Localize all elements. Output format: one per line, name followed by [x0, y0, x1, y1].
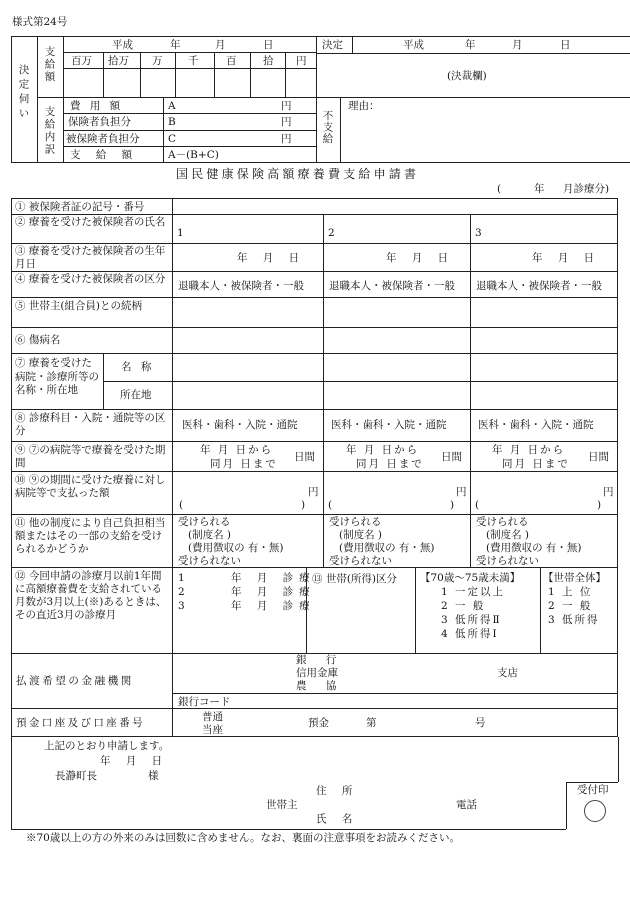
householder-label: 世帯主	[266, 799, 298, 811]
form-number: 様式第24号	[12, 16, 68, 28]
breakdown-code: A	[168, 100, 176, 112]
kessai-ran: (決裁欄)	[447, 70, 487, 82]
system-name: (制度名 )	[486, 529, 530, 541]
label-department: ⑧ 診療科目・入院・通院等の区分	[15, 412, 166, 438]
kettei-era: 平成	[403, 39, 424, 51]
fee-collection[interactable]: (費用徴収の 有・無)	[486, 542, 582, 554]
bank-code-label: 銀行コード	[178, 696, 231, 708]
application-date[interactable]: 年 月 日	[100, 755, 169, 767]
decision-side-title: 決定伺い	[17, 64, 30, 122]
class-option[interactable]: 退職本人・被保険者・一般	[476, 280, 602, 292]
digit-unit: 千	[188, 55, 199, 67]
breakdown-code: B	[168, 116, 176, 128]
digit-unit: 拾万	[108, 55, 129, 67]
paren-close: )	[597, 499, 602, 511]
breakdown-label: 費 用 額	[70, 100, 124, 112]
paren-open: (	[328, 499, 333, 511]
option-no[interactable]: 受けられない	[329, 555, 392, 567]
footer-note: ※70歳以上の方の外来のみは回数に含めません。なお、裏面の注意事項をお読みください。	[26, 832, 460, 844]
label-relationship: ⑤ 世帯主(組合員)との続柄	[15, 300, 143, 312]
breakdown-label: 保険者負担分	[68, 116, 131, 128]
month-entry[interactable]: 年 月 診療	[231, 600, 316, 612]
option-yes[interactable]: 受けられる	[329, 516, 382, 528]
period-to: 同月 日まで	[502, 458, 570, 470]
bank-type[interactable]: 農 協	[296, 680, 345, 692]
class-option[interactable]: 退職本人・被保険者・一般	[329, 280, 455, 292]
go-label: 号	[475, 717, 486, 729]
account-type[interactable]: 当座	[202, 724, 223, 736]
digit-unit: 万	[152, 55, 163, 67]
paren-open: (	[475, 499, 480, 511]
household-class-title: ⑬ 世帯(所得)区分	[312, 573, 398, 585]
person-number: 1	[177, 227, 184, 239]
digit-unit: 百	[226, 55, 237, 67]
birthdate-field[interactable]: 年 月 日	[386, 252, 455, 264]
department-option[interactable]: 医科・歯科・入院・通院	[182, 419, 298, 431]
branch-label: 支店	[497, 667, 518, 679]
dai-label: 第	[366, 717, 377, 729]
label-insured-class: ④ 療養を受けた被保険者の区分	[15, 273, 166, 285]
breakdown-unit: 円	[281, 133, 292, 145]
breakdown-label: 支 給 額	[70, 149, 139, 161]
fee-collection[interactable]: (費用徴収の 有・無)	[188, 542, 284, 554]
period-from: 年 月 日から	[492, 444, 566, 456]
period-from: 年 月 日から	[346, 444, 420, 456]
kettei-day: 日	[560, 39, 571, 51]
department-option[interactable]: 医科・歯科・入院・通院	[331, 419, 447, 431]
breakdown-label: 被保険者負担分	[66, 133, 140, 145]
age-group-option[interactable]: 3 低所得Ⅱ	[441, 614, 502, 626]
period-days: 日間	[588, 451, 609, 463]
paren-close: )	[301, 499, 306, 511]
month-num: 2	[178, 586, 185, 598]
yen-label: 円	[456, 486, 467, 498]
period-open: (	[497, 183, 502, 195]
yen-label: 円	[308, 486, 319, 498]
month-label: 月	[215, 39, 226, 51]
label-period: ⑨ ⑦の病院等で療養を受けた期間	[15, 444, 166, 470]
option-no[interactable]: 受けられない	[476, 555, 539, 567]
period-days: 日間	[294, 451, 315, 463]
age-group-title: 【70歳～75歳未満】	[420, 572, 521, 584]
birthdate-field[interactable]: 年 月 日	[532, 252, 601, 264]
department-option[interactable]: 医科・歯科・入院・通院	[478, 419, 594, 431]
month-num: 1	[178, 572, 185, 584]
form-title: 国民健康保険高額療養費支給申請書	[176, 167, 420, 181]
household-option[interactable]: 3 低所得	[548, 614, 600, 626]
label-insurance-number: ① 被保険者証の記号・番号	[15, 201, 145, 213]
breakdown-unit: 円	[281, 100, 292, 112]
period-to: 同月 日まで	[210, 458, 278, 470]
yokin-label: 預金	[308, 717, 329, 729]
system-name: (制度名 )	[339, 529, 383, 541]
month-num: 3	[178, 600, 185, 612]
digit-unit: 円	[296, 55, 307, 67]
digit-unit: 百万	[71, 55, 92, 67]
paren-close: )	[450, 499, 455, 511]
age-group-option[interactable]: 4 低所得Ⅰ	[441, 628, 499, 640]
address-label: 住 所	[316, 785, 359, 797]
bank-title: 払渡希望の金融機関	[16, 675, 134, 687]
option-yes[interactable]: 受けられる	[178, 516, 231, 528]
household-option[interactable]: 1 上 位	[548, 586, 593, 598]
label-other-system: ⑪ 他の制度により自己負担相当額またはその一部の支給を受けられるかどうか	[15, 517, 166, 556]
yen-label: 円	[603, 486, 614, 498]
month-entry[interactable]: 年 月 診療	[231, 586, 316, 598]
label-hospital-name: 名 称	[121, 361, 155, 373]
fee-collection[interactable]: (費用徴収の 有・無)	[339, 542, 435, 554]
option-yes[interactable]: 受けられる	[476, 516, 529, 528]
stamp-circle-icon	[584, 800, 606, 822]
kettei-year: 年	[465, 39, 476, 51]
month-entry[interactable]: 年 月 診療	[231, 572, 316, 584]
addressee-sama: 様	[148, 770, 159, 782]
household-option[interactable]: 2 一 般	[548, 600, 593, 612]
period-close: 月診療分)	[563, 183, 610, 195]
addressee: 長瀞町長	[55, 770, 97, 782]
age-group-option[interactable]: 2 一 般	[441, 600, 486, 612]
era-label: 平成	[112, 39, 133, 51]
fushikyu-label: 不支給	[321, 110, 334, 145]
paren-open: (	[179, 499, 184, 511]
year-label: 年	[170, 39, 181, 51]
breakdown-code: A－(B+C)	[168, 149, 219, 161]
request-text: 上記のとおり申請します。	[44, 740, 170, 752]
kettei-month: 月	[512, 39, 523, 51]
breakdown-title: 支給内訳	[43, 106, 56, 156]
birthdate-field[interactable]: 年 月 日	[237, 252, 306, 264]
name-label: 氏 名	[316, 813, 359, 825]
label-past-months: ⑫ 今回申請の診療月以前1年間に高額療養費を支給されている月数が3月以上(※)あるときは、その直近3月の診療月	[15, 570, 167, 622]
period-to: 同月 日まで	[356, 458, 424, 470]
period-year: 年	[534, 183, 545, 195]
label-disease: ⑥ 傷病名	[15, 334, 61, 346]
system-name: (制度名 )	[188, 529, 232, 541]
bank-type[interactable]: 銀 行	[296, 654, 345, 666]
label-hospital-address: 所在地	[120, 389, 152, 401]
stamp-label: 受付印	[577, 784, 609, 796]
period-days: 日間	[441, 451, 462, 463]
household-all-title: 【世帯全体】	[543, 572, 606, 584]
label-birthdate: ③ 療養を受けた被保険者の生年月日	[15, 245, 166, 271]
person-number: 3	[475, 227, 482, 239]
option-no[interactable]: 受けられない	[178, 555, 241, 567]
label-paid-amount: ⑩ ⑨の期間に受けた療養に対し病院等で支払った額	[15, 474, 166, 500]
digit-unit: 拾	[263, 55, 274, 67]
kettei-label: 決定	[322, 39, 343, 51]
account-type[interactable]: 普通	[202, 711, 223, 723]
breakdown-code: C	[168, 133, 177, 145]
phone-label: 電話	[456, 799, 477, 811]
account-title: 預金口座及び口座番号	[16, 717, 145, 729]
class-option[interactable]: 退職本人・被保険者・一般	[178, 280, 304, 292]
amount-title: 支給額	[43, 46, 56, 84]
age-group-option[interactable]: 1 一定以上	[441, 586, 506, 598]
label-insured-name: ② 療養を受けた被保険者の氏名	[15, 216, 166, 228]
reason-label: 理由：	[348, 100, 380, 112]
period-from: 年 月 日から	[200, 444, 274, 456]
person-number: 2	[328, 227, 335, 239]
label-hospital: ⑦ 療養を受けた病院・診療所等の名称・所在地	[15, 357, 99, 397]
breakdown-unit: 円	[281, 116, 292, 128]
bank-type[interactable]: 信用金庫	[296, 667, 338, 679]
day-label: 日	[263, 39, 274, 51]
